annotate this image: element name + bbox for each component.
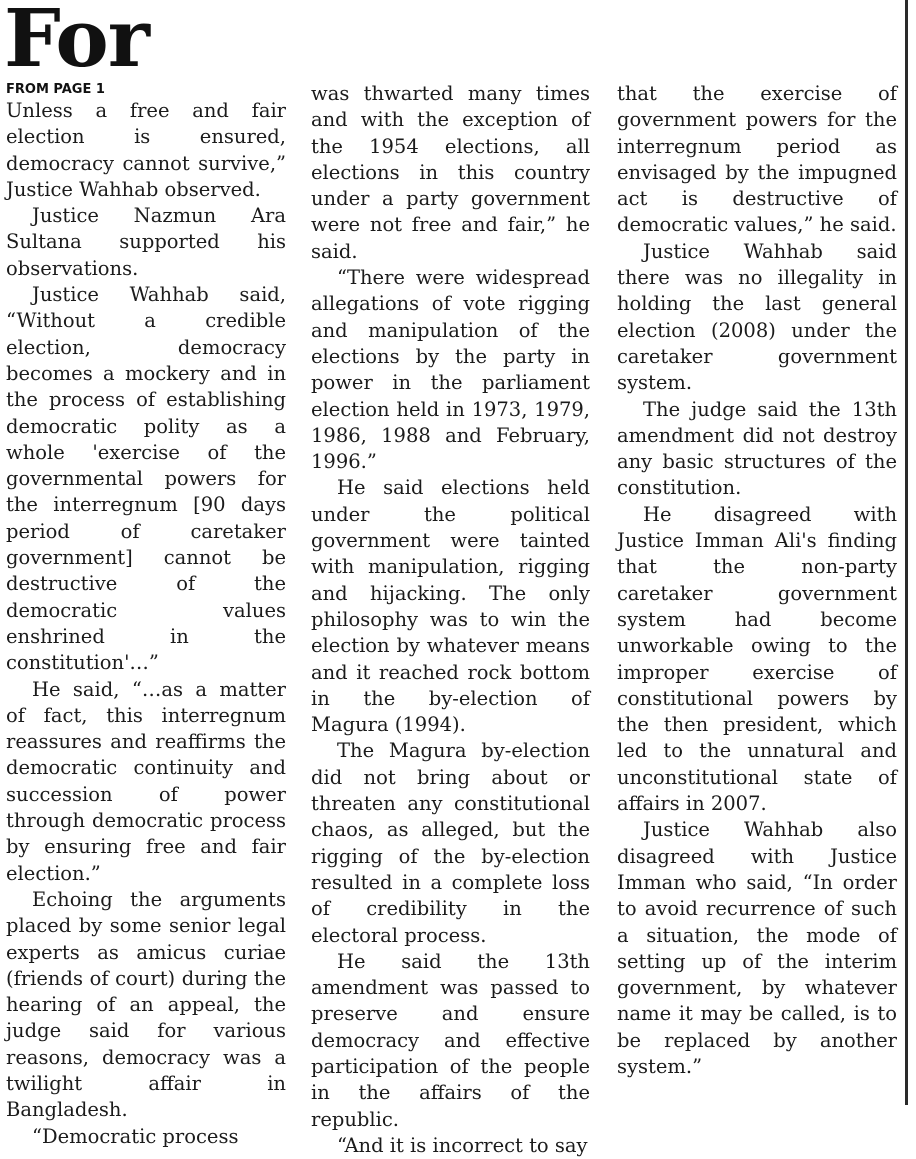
paragraph: was thwarted many times and with the exception of the 1954 elections, all elections in this country under a party government were not free and fair,” he said. bbox=[311, 82, 590, 263]
paragraph: Echoing the arguments placed by some senior legal experts as amicus curiae (friends of court) during the hearing of an appeal, the judge said for various reasons, democracy was a twilight affair in Bangladesh. bbox=[6, 887, 286, 1122]
paragraph: Justice Wahhab also disagreed with Justice Imman who said, “In order to avoid recurrence of such a situation, the mode of setting up of the interim government, by whatever name it may be called, is to be replaced by another system.” bbox=[617, 818, 897, 1078]
paragraph: Unless a free and fair election is ensured, democracy cannot survive,” Justice Wahhab observed. bbox=[6, 99, 286, 201]
paragraph: Justice Wahhab said, “Without a credible election, democracy becomes a mockery and in the process of establishing democratic polity as a whole 'exercise of the governmental powers for the interregnum [90 days period of caretaker government] cannot be destructive of the democratic values enshrined in the constitution'…” bbox=[6, 283, 286, 675]
article-column-1 bbox=[6, 98, 286, 1150]
headline: For bbox=[4, 0, 149, 85]
paragraph: He disagreed with Justice Imman Ali's finding that the non-party caretaker government system had become unworkable owing to the improper exercise of constitutional powers by the then president, which led to the unnatural and unconstitutional state of affairs in 2007. bbox=[617, 502, 897, 816]
paragraph: Justice Wahhab said there was no illegality in holding the last general election (2008) under the caretaker government system. bbox=[617, 239, 897, 395]
article-column-2 bbox=[311, 81, 590, 1159]
page-edge-rule bbox=[905, 0, 908, 1105]
paragraph: He said, “…as a matter of fact, this interregnum reassures and reaffirms the democratic continuity and succession of power through democratic process by ensuring free and fair election.” bbox=[6, 677, 286, 885]
paragraph: “And it is incorrect to say bbox=[337, 1133, 588, 1157]
paragraph: The Magura by-election did not bring about or threaten any constitutional chaos, as alleged, but the rigging of the by-election resulted in a complete loss of credibility in the electoral process. bbox=[311, 739, 590, 947]
paragraph: Justice Nazmun Ara Sultana supported his observations. bbox=[6, 204, 286, 280]
paragraph: “There were widespread allegations of vote rigging and manipulation of the elections by the party in power in the parliament election held in 1973, 1979, 1986, 1988 and February, 1996.” bbox=[311, 266, 590, 474]
paragraph: that the exercise of government powers for the interregnum period as envisaged by the impugned act is destructive of democratic values,” he said. bbox=[617, 82, 897, 237]
paragraph: “Democratic process bbox=[32, 1124, 239, 1148]
paragraph: He said the 13th amendment was passed to preserve and ensure democracy and effective participation of the people in the affairs of the republic. bbox=[311, 949, 590, 1131]
continuation-kicker: FROM PAGE 1 bbox=[6, 82, 105, 97]
paragraph: The judge said the 13th amendment did not destroy any basic structures of the constitution. bbox=[617, 397, 897, 500]
paragraph: He said elections held under the political government were tainted with manipulation, rigging and hijacking. The only philosophy was to win the election by whatever means and it reached rock bottom in the by-election of Magura (1994). bbox=[311, 476, 590, 737]
article-column-3 bbox=[617, 81, 897, 1080]
